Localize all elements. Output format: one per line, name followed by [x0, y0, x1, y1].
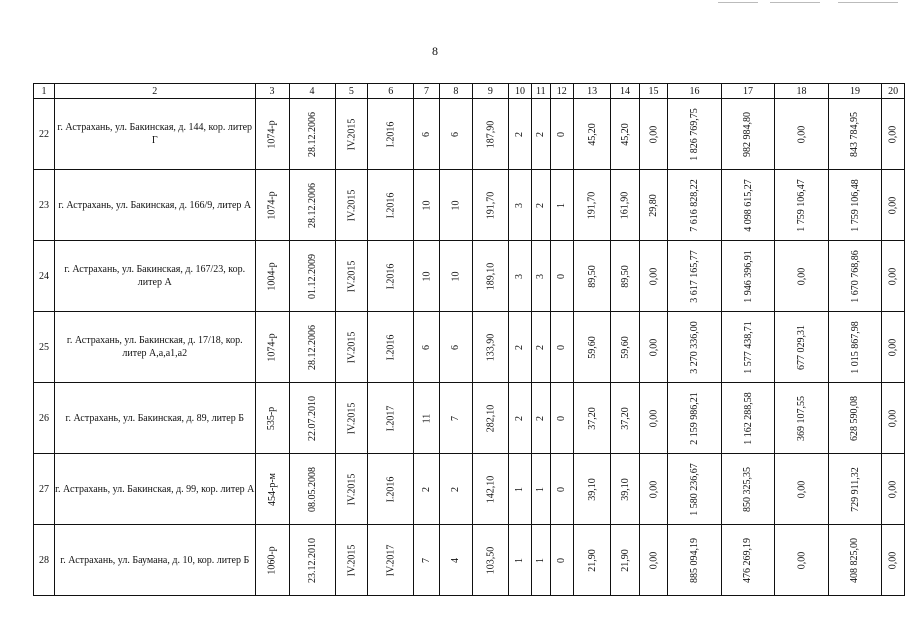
cell-value: I.2016 [385, 263, 397, 289]
cell-value: 191,70 [586, 191, 598, 219]
column-number-15: 15 [639, 84, 667, 99]
cell-value: 1 826 769,75 [688, 107, 700, 161]
cell-value: 10 [421, 200, 433, 210]
cell-value: 729 911,32 [849, 466, 861, 512]
cell-value: 0,00 [795, 267, 807, 285]
table-cell [439, 99, 472, 170]
column-number-11: 11 [532, 84, 551, 99]
column-number-1: 1 [34, 84, 55, 99]
column-number-5: 5 [335, 84, 368, 99]
table-cell [573, 312, 610, 383]
table-cell [775, 525, 829, 596]
column-number-2: 2 [54, 84, 255, 99]
table-cell [573, 383, 610, 454]
cell-value: 369 107,55 [795, 395, 807, 441]
cell-value: 3 270 336,00 [688, 320, 700, 374]
table-cell [289, 525, 335, 596]
cell-value: 1 580 236,67 [688, 462, 700, 516]
cell-value: 2 [514, 344, 526, 350]
cell-value: 885 094,19 [688, 537, 700, 583]
table-cell [255, 525, 289, 596]
cell-value: 1 759 106,47 [795, 178, 807, 232]
table-cell [414, 525, 440, 596]
table-cell [611, 454, 640, 525]
cell-value: 0 [556, 486, 568, 492]
cell-value: 0,00 [887, 196, 899, 214]
cell-value: 28.12.2006 [306, 324, 318, 370]
cell-value: 1 759 106,48 [849, 178, 861, 232]
row-number: 26 [34, 383, 55, 454]
cell-value: 0,00 [887, 480, 899, 498]
table-cell [828, 312, 882, 383]
table-cell [611, 383, 640, 454]
cell-value: 1 162 288,58 [742, 391, 754, 445]
table-cell [882, 383, 905, 454]
table-cell [611, 525, 640, 596]
column-number-10: 10 [508, 84, 531, 99]
cell-value: 3 [514, 273, 526, 279]
address-cell: г. Астрахань, ул. Баумана, д. 10, кор. литер Б [54, 525, 255, 596]
cell-value: 1 [514, 486, 526, 492]
table-cell [775, 312, 829, 383]
cell-value: 10 [421, 271, 433, 281]
table-cell [508, 525, 531, 596]
table-row [34, 170, 905, 241]
page-number: 8 [432, 44, 438, 58]
cell-value: 3 [535, 273, 547, 279]
cell-value: 2 [421, 486, 433, 492]
table-cell [473, 99, 509, 170]
table-cell [828, 170, 882, 241]
table-cell [639, 454, 667, 525]
table-cell [882, 241, 905, 312]
cell-value: 0,00 [887, 338, 899, 356]
table-cell [255, 170, 289, 241]
row-number: 25 [34, 312, 55, 383]
cell-value: 0,00 [887, 125, 899, 143]
table-cell [439, 170, 472, 241]
cell-value: I.2016 [385, 192, 397, 218]
table-cell [532, 383, 551, 454]
table-cell [828, 99, 882, 170]
table-cell [414, 170, 440, 241]
table-cell [550, 241, 573, 312]
table-cell [550, 383, 573, 454]
table-cell [668, 99, 722, 170]
column-number-9: 9 [473, 84, 509, 99]
address-cell: г. Астрахань, ул. Бакинская, д. 89, литер Б [54, 383, 255, 454]
table-cell [289, 312, 335, 383]
cell-value: 0,00 [647, 125, 659, 143]
table-cell [721, 170, 775, 241]
table-cell [335, 99, 368, 170]
cell-value: 1074-р [266, 332, 278, 362]
table-cell [532, 241, 551, 312]
cell-value: 0,00 [647, 338, 659, 356]
cell-value: 1 [514, 557, 526, 563]
cell-value: 2 [535, 131, 547, 137]
table-cell [532, 170, 551, 241]
cell-value: IV.2015 [345, 118, 357, 150]
table-cell [611, 312, 640, 383]
table-cell [721, 99, 775, 170]
table-cell [508, 383, 531, 454]
column-number-16: 16 [668, 84, 722, 99]
column-number-20: 20 [882, 84, 905, 99]
column-number-19: 19 [828, 84, 882, 99]
table-cell [414, 99, 440, 170]
table-cell [414, 312, 440, 383]
table-cell [255, 312, 289, 383]
table-cell [335, 241, 368, 312]
table-cell [721, 525, 775, 596]
cell-value: 4 098 615,27 [742, 178, 754, 232]
address-cell: г. Астрахань, ул. Бакинская, д. 99, кор. литер А [54, 454, 255, 525]
table-cell [508, 241, 531, 312]
table-cell [721, 454, 775, 525]
cell-value: 843 784,95 [849, 111, 861, 157]
cell-value: 476 269,19 [742, 537, 754, 583]
cell-value: 161,90 [619, 191, 631, 219]
table-cell [882, 454, 905, 525]
column-number-8: 8 [439, 84, 472, 99]
table-cell [368, 454, 414, 525]
table-cell [882, 525, 905, 596]
cell-value: 1 015 867,98 [849, 320, 861, 374]
cell-value: 45,20 [586, 122, 598, 146]
table-cell [508, 454, 531, 525]
table-cell [550, 312, 573, 383]
table-row [34, 454, 905, 525]
cell-value: 2 [450, 486, 462, 492]
table-cell [414, 454, 440, 525]
cell-value: 21,90 [619, 548, 631, 572]
table-cell [335, 454, 368, 525]
cell-value: IV.2015 [345, 260, 357, 292]
cell-value: 29,80 [647, 193, 659, 217]
table-cell [508, 170, 531, 241]
table-cell [828, 383, 882, 454]
table-cell [573, 241, 610, 312]
cell-value: 4 [450, 557, 462, 563]
table-cell [335, 525, 368, 596]
table-cell [550, 99, 573, 170]
column-number-18: 18 [775, 84, 829, 99]
cell-value: 0 [556, 557, 568, 563]
table-cell [775, 454, 829, 525]
scan-mark-1 [718, 2, 758, 3]
table-cell [668, 454, 722, 525]
cell-value: 28.12.2006 [306, 111, 318, 157]
table-cell [255, 383, 289, 454]
cell-value: 10 [450, 200, 462, 210]
table-cell [532, 454, 551, 525]
cell-value: 187,90 [484, 120, 496, 148]
cell-value: IV.2015 [345, 544, 357, 576]
cell-value: 01.12.2009 [306, 253, 318, 299]
table-cell [639, 170, 667, 241]
table-cell [289, 170, 335, 241]
row-number: 22 [34, 99, 55, 170]
table-cell [255, 99, 289, 170]
cell-value: 6 [450, 131, 462, 137]
table-cell [668, 241, 722, 312]
row-number: 23 [34, 170, 55, 241]
cell-value: 7 [450, 415, 462, 421]
table-cell [255, 454, 289, 525]
table-cell [775, 241, 829, 312]
table-cell [473, 525, 509, 596]
cell-value: 3 [514, 202, 526, 208]
cell-value: 2 [535, 415, 547, 421]
cell-value: 59,60 [586, 335, 598, 359]
address-cell: г. Астрахань, ул. Бакинская, д. 167/23, кор. литер А [54, 241, 255, 312]
table-cell [882, 312, 905, 383]
cell-value: 454-р-м [266, 472, 278, 506]
cell-value: 0,00 [647, 409, 659, 427]
table-cell [368, 383, 414, 454]
cell-value: IV.2015 [345, 402, 357, 434]
table-row [34, 99, 905, 170]
row-number: 27 [34, 454, 55, 525]
cell-value: 1 [535, 557, 547, 563]
cell-value: 0,00 [647, 480, 659, 498]
table-cell [368, 170, 414, 241]
cell-value: 133,90 [484, 333, 496, 361]
table-cell [532, 525, 551, 596]
table-cell [368, 99, 414, 170]
table-cell [573, 525, 610, 596]
table-row [34, 241, 905, 312]
cell-value: 408 825,00 [849, 537, 861, 583]
table-cell [639, 99, 667, 170]
table-cell [508, 312, 531, 383]
cell-value: 850 325,35 [742, 466, 754, 512]
cell-value: 89,50 [619, 264, 631, 288]
cell-value: 0,00 [795, 551, 807, 569]
table-cell [532, 99, 551, 170]
cell-value: 1074-р [266, 119, 278, 149]
cell-value: 2 [514, 415, 526, 421]
table-cell [289, 383, 335, 454]
table-cell [335, 170, 368, 241]
table-cell [473, 383, 509, 454]
cell-value: IV.2015 [345, 189, 357, 221]
table-row [34, 383, 905, 454]
cell-value: 0,00 [887, 551, 899, 569]
table-cell [721, 241, 775, 312]
table-cell [639, 312, 667, 383]
address-cell: г. Астрахань, ул. Бакинская, д. 166/9, литер А [54, 170, 255, 241]
table-cell [573, 99, 610, 170]
cell-value: 1 [556, 202, 568, 208]
cell-value: 677 029,31 [795, 324, 807, 370]
address-cell: г. Астрахань, ул. Бакинская, д. 144, кор. литер Г [54, 99, 255, 170]
cell-value: 535-р [266, 406, 278, 430]
cell-value: 0,00 [887, 267, 899, 285]
table-cell [721, 383, 775, 454]
cell-value: I.2017 [385, 405, 397, 431]
cell-value: 7 616 828,22 [688, 178, 700, 232]
table-cell [775, 383, 829, 454]
cell-value: I.2016 [385, 476, 397, 502]
table-cell [775, 99, 829, 170]
cell-value: 2 [535, 344, 547, 350]
table-cell [611, 170, 640, 241]
table-cell [473, 241, 509, 312]
cell-value: 10 [450, 271, 462, 281]
table-cell [611, 241, 640, 312]
table-cell [255, 241, 289, 312]
table-row [34, 525, 905, 596]
cell-value: 189,10 [484, 262, 496, 290]
cell-value: 0,00 [647, 551, 659, 569]
table-cell [668, 170, 722, 241]
cell-value: 37,20 [586, 406, 598, 430]
cell-value: I.2016 [385, 121, 397, 147]
column-number-7: 7 [414, 84, 440, 99]
cell-value: 1 946 396,91 [742, 249, 754, 303]
cell-value: 1 670 768,86 [849, 249, 861, 303]
cell-value: 39,10 [619, 477, 631, 501]
table-cell [439, 525, 472, 596]
row-number: 28 [34, 525, 55, 596]
scan-mark-2 [770, 2, 820, 3]
table-cell [828, 454, 882, 525]
table-cell [573, 170, 610, 241]
table-cell [550, 454, 573, 525]
table-cell [473, 312, 509, 383]
column-number-12: 12 [550, 84, 573, 99]
table-cell [414, 241, 440, 312]
table-cell [721, 312, 775, 383]
table-cell [289, 454, 335, 525]
cell-value: 6 [421, 131, 433, 137]
table-cell [668, 525, 722, 596]
table-cell [439, 241, 472, 312]
cell-value: 1004-р [266, 261, 278, 291]
table-cell [414, 383, 440, 454]
table-cell [611, 99, 640, 170]
cell-value: 0,00 [795, 480, 807, 498]
table-cell [508, 99, 531, 170]
cell-value: 6 [421, 344, 433, 350]
table-cell [368, 312, 414, 383]
table-cell [335, 383, 368, 454]
cell-value: 22.07.2010 [306, 395, 318, 441]
cell-value: IV.2015 [345, 473, 357, 505]
table-cell [828, 525, 882, 596]
table-cell [775, 170, 829, 241]
table-cell [335, 312, 368, 383]
column-number-6: 6 [368, 84, 414, 99]
table-cell [639, 241, 667, 312]
cell-value: 45,20 [619, 122, 631, 146]
cell-value: I.2016 [385, 334, 397, 360]
cell-value: IV.2015 [345, 331, 357, 363]
cell-value: 89,50 [586, 264, 598, 288]
cell-value: 0,00 [795, 125, 807, 143]
cell-value: 23.12.2010 [306, 537, 318, 583]
table-cell [668, 312, 722, 383]
cell-value: 2 [514, 131, 526, 137]
cell-value: 59,60 [619, 335, 631, 359]
cell-value: 191,70 [484, 191, 496, 219]
cell-value: 0,00 [887, 409, 899, 427]
cell-value: 37,20 [619, 406, 631, 430]
table-cell [550, 170, 573, 241]
cell-value: 0 [556, 131, 568, 137]
cell-value: 1060-р [266, 545, 278, 575]
column-number-13: 13 [573, 84, 610, 99]
table-cell [639, 525, 667, 596]
cell-value: 628 590,08 [849, 395, 861, 441]
cell-value: 2 159 986,21 [688, 391, 700, 445]
cell-value: 103,50 [484, 546, 496, 574]
address-cell: г. Астрахань, ул. Бакинская, д. 17/18, кор. литер А,а,а1,а2 [54, 312, 255, 383]
table-cell [668, 383, 722, 454]
cell-value: 39,10 [586, 477, 598, 501]
cell-value: 982 984,80 [742, 111, 754, 157]
column-number-17: 17 [721, 84, 775, 99]
table-cell [368, 241, 414, 312]
cell-value: 142,10 [484, 475, 496, 503]
cell-value: 7 [421, 557, 433, 563]
cell-value: 1 577 438,71 [742, 320, 754, 374]
cell-value: 0,00 [647, 267, 659, 285]
table-cell [882, 170, 905, 241]
table-header-row [34, 84, 905, 99]
cell-value: 0 [556, 273, 568, 279]
table-cell [473, 170, 509, 241]
cell-value: 282,10 [484, 404, 496, 432]
housing-program-table [33, 83, 905, 596]
table-cell [473, 454, 509, 525]
cell-value: 0 [556, 344, 568, 350]
cell-value: 1074-р [266, 190, 278, 220]
cell-value: 0 [556, 415, 568, 421]
table-cell [828, 241, 882, 312]
table-cell [439, 312, 472, 383]
row-number: 24 [34, 241, 55, 312]
table-cell [289, 241, 335, 312]
cell-value: IV.2017 [385, 544, 397, 576]
table-cell [439, 383, 472, 454]
table-cell [439, 454, 472, 525]
cell-value: 3 617 165,77 [688, 249, 700, 303]
scan-mark-3 [838, 2, 898, 3]
cell-value: 1 [535, 486, 547, 492]
cell-value: 11 [421, 413, 433, 423]
table-cell [368, 525, 414, 596]
column-number-4: 4 [289, 84, 335, 99]
cell-value: 6 [450, 344, 462, 350]
column-number-14: 14 [611, 84, 640, 99]
table-cell [639, 383, 667, 454]
cell-value: 21,90 [586, 548, 598, 572]
table-cell [532, 312, 551, 383]
table-row [34, 312, 905, 383]
cell-value: 2 [535, 202, 547, 208]
table-cell [289, 99, 335, 170]
column-number-3: 3 [255, 84, 289, 99]
table-cell [573, 454, 610, 525]
cell-value: 08.05.2008 [306, 466, 318, 512]
cell-value: 28.12.2006 [306, 182, 318, 228]
table-cell [550, 525, 573, 596]
table-cell [882, 99, 905, 170]
